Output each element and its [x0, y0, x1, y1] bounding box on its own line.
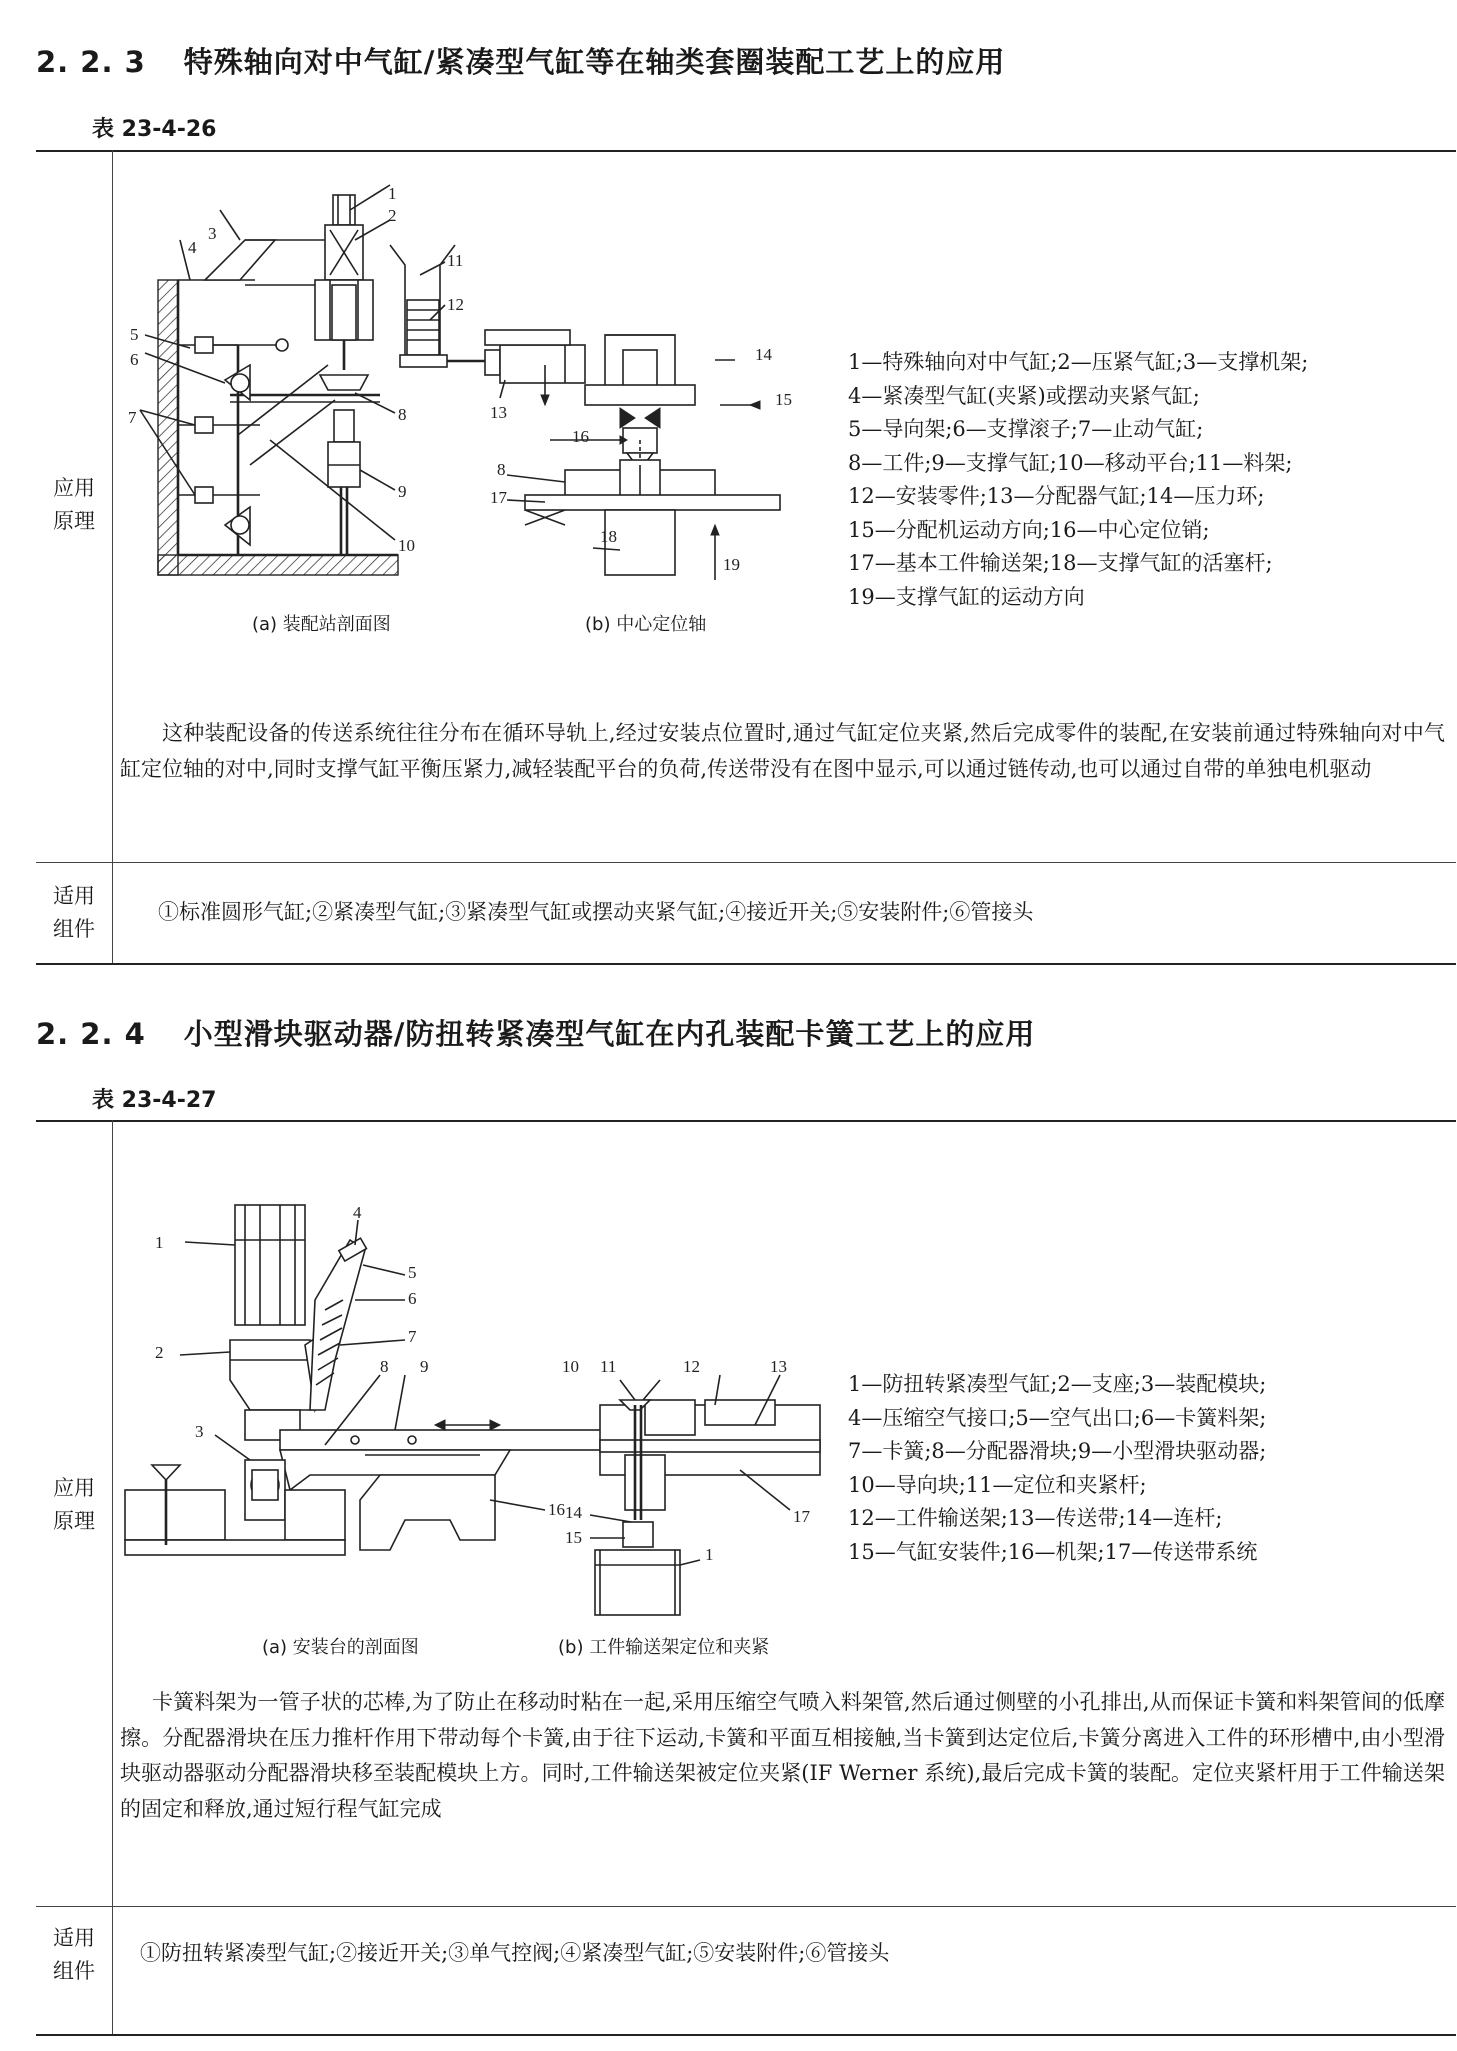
legend-line: 4—紧凑型气缸(夹紧)或摆动夹紧气缸;: [848, 383, 1200, 408]
table-1-bottom-rule: [36, 963, 1456, 965]
section-1-number: 2. 2. 3: [36, 45, 146, 79]
fig-2a-num: 9: [420, 1357, 429, 1376]
figure-2a-assembly-table: [150, 1200, 570, 1620]
fig-1a-num: 4: [188, 238, 197, 257]
fig-2a-num: 1: [155, 1233, 164, 1252]
fig-1a-num: 10: [398, 536, 415, 555]
section-1-title: 特殊轴向对中气缸/紧凑型气缸等在轴类套圈装配工艺上的应用: [183, 45, 1006, 79]
table-1-label-application: [36, 472, 112, 538]
fig-2b-num: 1: [705, 1545, 714, 1564]
section-2-title: 小型滑块驱动器/防扭转紧凑型气缸在内孔装配卡簧工艺上的应用: [183, 1017, 1036, 1051]
legend-line: 8—工件;9—支撑气缸;10—移动平台;11—料架;: [848, 450, 1293, 475]
fig-1a-num: 2: [388, 206, 397, 225]
legend-line: 1—特殊轴向对中气缸;2—压紧气缸;3—支撑机架;: [848, 350, 1309, 374]
fig-1a-num: 5: [130, 325, 139, 344]
components-2: ①防扭转紧凑型气缸;②接近开关;③单气控阀;④紧凑型气缸;⑤安装附件;⑥管接头: [140, 1941, 890, 1965]
fig-1b-num: 14: [755, 345, 772, 364]
fig-2b-num: 13: [770, 1357, 787, 1376]
fig-2b-caption: (b) 工件输送架定位和夹紧: [558, 1637, 770, 1658]
table-2-column-divider: [112, 1120, 113, 2035]
legend-line: 1—防扭转紧凑型气缸;2—支座;3—装配模块;: [848, 1372, 1267, 1396]
section-1-heading: [36, 40, 1005, 81]
legend-1: [848, 346, 1308, 614]
fig-1a-num: 12: [447, 295, 464, 314]
fig-1a-num: 3: [208, 224, 217, 243]
table-1-column-divider: [112, 150, 113, 963]
table-1-label: 表 23-4-26: [92, 117, 217, 142]
legend-2: [848, 1368, 1266, 1569]
row-label-line: 适用: [53, 884, 95, 908]
fig-2a-num: 7: [408, 1327, 417, 1346]
fig-2a-num: 3: [195, 1422, 204, 1441]
fig-2a-num: 6: [408, 1289, 417, 1308]
section-2-heading: [36, 1012, 1035, 1053]
fig-2b-num: 17: [793, 1507, 810, 1526]
legend-line: 17—基本工件输送架;18—支撑气缸的活塞杆;: [848, 551, 1273, 575]
fig-1a-num: 9: [398, 482, 407, 501]
fig-2b-num: 10: [562, 1357, 579, 1376]
fig-2a-num: 4: [353, 1203, 362, 1222]
row-label-line: 组件: [53, 917, 95, 941]
legend-line: 7—卡簧;8—分配器滑块;9—小型滑块驱动器;: [848, 1439, 1267, 1463]
legend-line: 4—压缩空气接口;5—空气出口;6—卡簧料架;: [848, 1405, 1267, 1430]
table-1-row-divider: [36, 862, 1456, 863]
figure-2b-carrier-positioning: [562, 1350, 835, 1620]
row-label-line: 原理: [53, 509, 95, 533]
fig-1b-num: 8: [497, 460, 506, 479]
legend-line: 5—导向架;6—支撑滚子;7—止动气缸;: [848, 417, 1204, 441]
fig-2b-num: 12: [683, 1357, 700, 1376]
fig-1a-num: 8: [398, 405, 407, 424]
table-2-top-rule: [36, 1120, 1456, 1122]
table-2-label-components: [36, 1922, 112, 1988]
components-1: ①标准圆形气缸;②紧凑型气缸;③紧凑型气缸或摆动夹紧气缸;④接近开关;⑤安装附件;⑥管接头: [158, 900, 1034, 924]
fig-2b-num: 14: [565, 1503, 582, 1522]
fig-2a-num: 5: [408, 1263, 417, 1282]
section-2-number: 2. 2. 4: [36, 1017, 146, 1051]
table-1-label-components: [36, 880, 112, 946]
fig-1b-num: 15: [775, 390, 792, 409]
fig-1a-num: 1: [388, 184, 397, 203]
row-label-line: 应用: [53, 476, 95, 500]
fig-2b-num: 11: [600, 1357, 617, 1376]
legend-line: 15—气缸安装件;16—机架;17—传送带系统: [848, 1539, 1258, 1564]
fig-1b-caption: (b) 中心定位轴: [585, 614, 707, 635]
table-2-label-application: [36, 1472, 112, 1538]
fig-2b-num: 15: [565, 1528, 582, 1547]
paragraph-1: 这种装配设备的传送系统往往分布在循环导轨上,经过安装点位置时,通过气缸定位夹紧,然后完成零件的装配,在安装前通过特殊轴向对中气缸定位轴的对中,同时支撑气缸平衡压紧力,减轻装配平台的负荷,传送带没有在图中显示,可以通过链传动,也可以通过自带的单独电机驱动: [120, 721, 1445, 781]
fig-2a-num: 2: [155, 1343, 164, 1362]
row-label-line: 原理: [53, 1509, 95, 1533]
table-1-top-rule: [36, 150, 1456, 152]
fig-1a-num: 13: [490, 403, 507, 422]
table-2-bottom-rule: [36, 2034, 1456, 2036]
legend-line: 12—工件输送架;13—传送带;14—连杆;: [848, 1506, 1223, 1530]
fig-1b-num: 16: [572, 427, 589, 446]
legend-line: 19—支撑气缸的运动方向: [848, 584, 1085, 609]
fig-1a-num: 11: [447, 251, 464, 270]
table-2-row-divider: [36, 1906, 1456, 1907]
legend-line: 12—安装零件;13—分配器气缸;14—压力环;: [848, 484, 1265, 508]
fig-1b-num: 17: [490, 488, 507, 507]
fig-2a-num: 16: [548, 1500, 565, 1519]
legend-line: 10—导向块;11—定位和夹紧杆;: [848, 1472, 1147, 1497]
fig-2a-num: 8: [380, 1357, 389, 1376]
row-label-line: 适用: [53, 1926, 95, 1950]
fig-1b-num: 18: [600, 527, 617, 546]
table-2-label: 表 23-4-27: [92, 1088, 217, 1113]
row-label-line: 应用: [53, 1476, 95, 1500]
fig-1a-num: 6: [130, 350, 139, 369]
fig-1b-num: 19: [723, 555, 740, 574]
fig-1a-num: 7: [128, 408, 137, 427]
paragraph-2: 卡簧料架为一管子状的芯棒,为了防止在移动时粘在一起,采用压缩空气喷入料架管,然后通过侧壁的小孔排出,从而保证卡簧和料架管间的低摩擦。分配器滑块在压力推杆作用下带动每个卡簧,由于往下运动,卡簧和平面互相接触,当卡簧到达定位后,卡簧分离进入工件的环形槽中,由小型滑块驱动器驱动分配器滑块移至装配模块上方。同时,工件输送架被定位夹紧(IF Werner 系统),最后完成卡簧的装配。定位夹紧杆用于工件输送架的固定和释放,通过短行程气缸完成: [120, 1690, 1445, 1821]
legend-line: 15—分配机运动方向;16—中心定位销;: [848, 517, 1210, 542]
fig-1a-caption: (a) 装配站剖面图: [252, 614, 391, 635]
row-label-line: 组件: [53, 1959, 95, 1983]
fig-2a-caption: (a) 安装台的剖面图: [262, 1637, 419, 1658]
